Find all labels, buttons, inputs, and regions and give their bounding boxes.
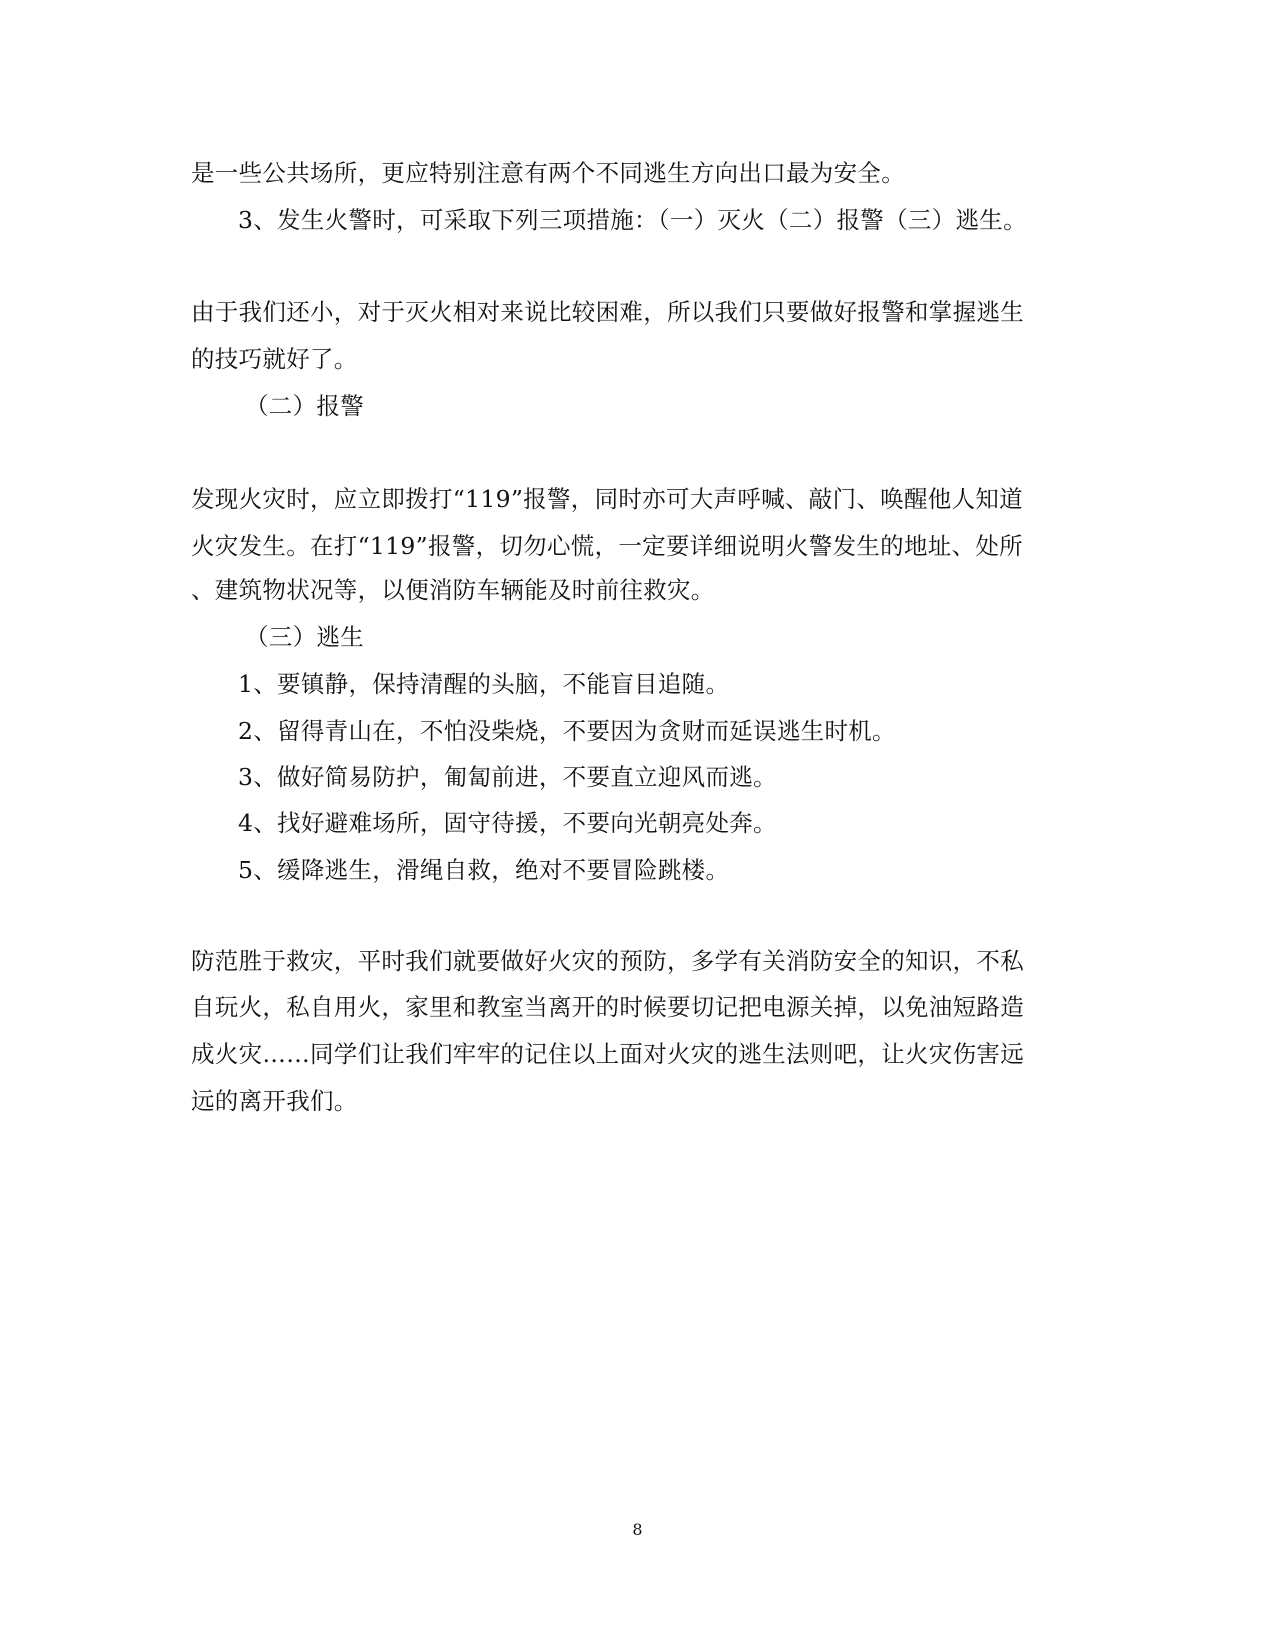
paragraph-line: 发现火灾时，应立即拨打“119”报警，同时亦可大声呼喊、敲门、唤醒他人知道 (191, 485, 1023, 513)
section-heading-report: （二）报警 (245, 392, 364, 420)
section-heading-escape: （三）逃生 (245, 623, 364, 651)
paragraph-line: 火灾发生。在打“119”报警，切勿心慌，一定要详细说明火警发生的地址、处所 (191, 532, 1023, 560)
list-item: 5、缓降逃生，滑绳自救，绝对不要冒险跳楼。 (238, 856, 730, 884)
paragraph-line: 的技巧就好了。 (191, 345, 358, 373)
paragraph-line: 自玩火，私自用火，家里和教室当离开的时候要切记把电源关掉，以免油短路造 (191, 993, 1024, 1021)
page-number: 8 (632, 1520, 643, 1539)
measures-line: 3、发生火警时，可采取下列三项措施：（一）灭火（二）报警（三）逃生。 (238, 206, 1027, 234)
paragraph-line: 防范胜于救灾，平时我们就要做好火灾的预防，多学有关消防安全的知识，不私 (191, 947, 1024, 975)
paragraph-line: 是一些公共场所，更应特别注意有两个不同逃生方向出口最为安全。 (191, 159, 905, 187)
list-item: 3、做好简易防护，匍匐前进，不要直立迎风而逃。 (238, 763, 777, 791)
paragraph-line: 由于我们还小，对于灭火相对来说比较困难，所以我们只要做好报警和掌握逃生 (191, 298, 1024, 326)
list-item: 4、找好避难场所，固守待援，不要向光朝亮处奔。 (238, 809, 777, 837)
list-item: 1、要镇静，保持清醒的头脑，不能盲目追随。 (238, 670, 730, 698)
list-item: 2、留得青山在，不怕没柴烧，不要因为贪财而延误逃生时机。 (238, 717, 896, 745)
paragraph-line: 远的离开我们。 (191, 1087, 358, 1115)
paragraph-line: 成火灾……同学们让我们牢牢的记住以上面对火灾的逃生法则吧，让火灾伤害远 (191, 1040, 1024, 1068)
paragraph-line: 、建筑物状况等，以便消防车辆能及时前往救灾。 (191, 576, 715, 604)
